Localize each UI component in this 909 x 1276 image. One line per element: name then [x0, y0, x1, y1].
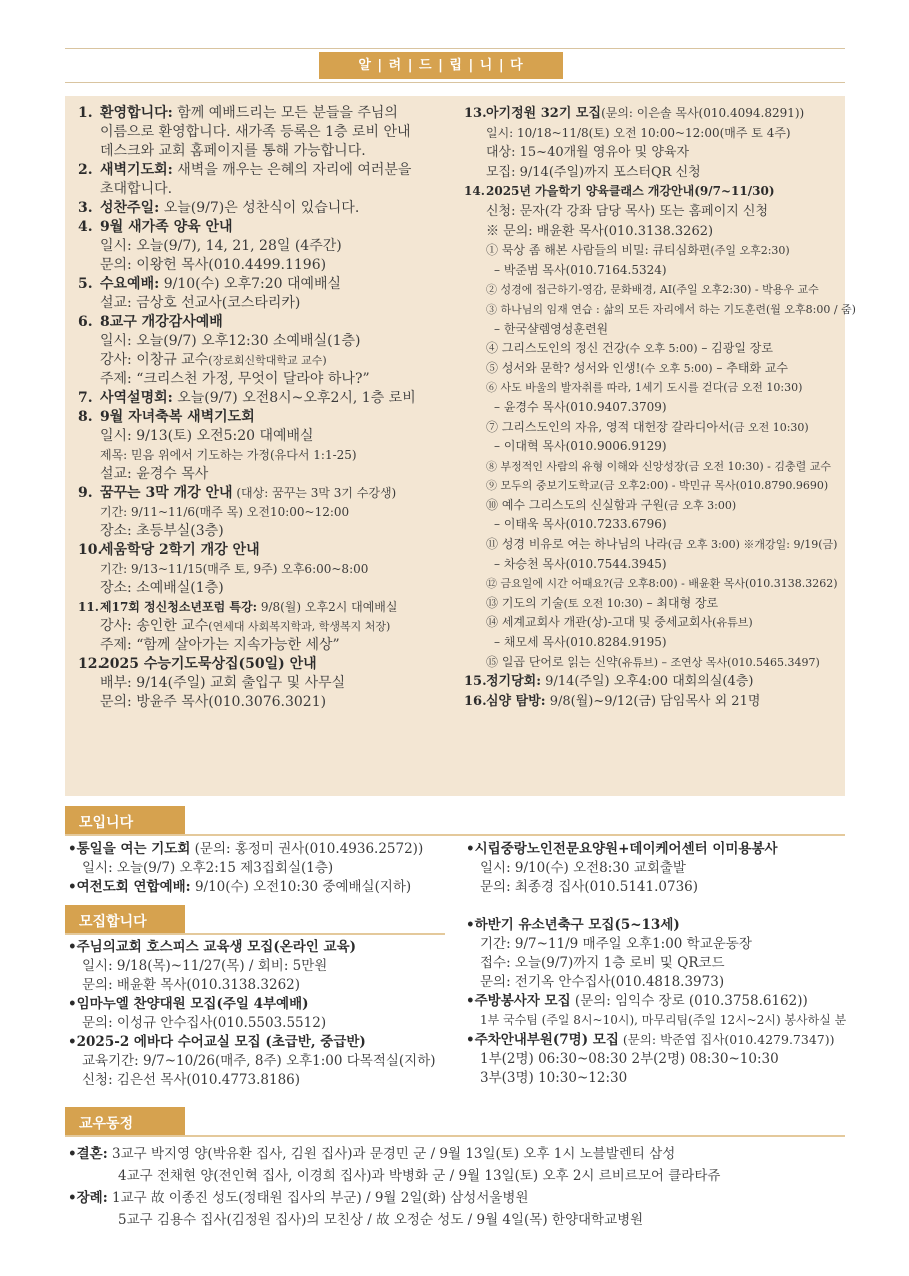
course-2: ② 성경에 접근하기-영감, 문화배경, AI(주일 오후2:30) - 박용우 교수	[486, 283, 819, 297]
course-13: ⑬ 기도의 기술(토 오전 10:30) – 최대형 장로	[486, 595, 719, 610]
top-rule	[65, 48, 845, 49]
text-line: 기간: 9/11~11/6(매주 목) 오전10:00~12:00	[100, 505, 350, 519]
text-line: 문의: 배윤환 목사(010.3138.3262)	[82, 977, 301, 993]
text-line: 일시: 10/18~11/8(토) 오전 10:00~12:00(매주 토 4주)	[486, 125, 791, 140]
text-line: 주제: “함께 살아가는 지속가능한 세상”	[100, 637, 340, 653]
text-line: •주님의교회 호스피스 교육생 모집(온라인 교육)	[68, 939, 356, 955]
text-line: 교육기간: 9/7~10/26(매주, 8주) 오후1:00 다목적실(지하)	[82, 1053, 436, 1069]
text-line: 주제: “크리스천 가정, 무엇이 달라야 하나?”	[100, 371, 370, 387]
text-line: •임마누엘 찬양대원 모집(주일 4부예배)	[68, 996, 309, 1012]
course-4: ④ 그리스도인의 정신 건강(수 오후 5:00) – 김광일 장로	[486, 341, 773, 356]
item-16: 16.심양 탐방: 9/8(월)~9/12(금) 담임목사 외 21명	[464, 693, 761, 709]
item-12: 12.2025 수능기도묵상집(50일) 안내	[78, 656, 317, 672]
text-line: 문의: 전기옥 안수집사(010.4818.3973)	[480, 974, 725, 990]
text-line: •결혼: 3교구 박지영 양(박유환 집사, 김원 집사)과 문경민 군 / 9월 13일(토) 오후 1시 노블발렌티 삼성	[68, 1146, 676, 1162]
course-9: ⑨ 모두의 중보기도학교(금 오후2:00) - 박민규 목사(010.8790.9690)	[486, 479, 829, 493]
gather-section-header	[65, 806, 845, 836]
item-8: 8. 9월 자녀축복 새벽기도회	[78, 409, 255, 425]
text-line: •2025-2 에바다 수어교실 모집 (초급반, 중급반)	[68, 1034, 366, 1050]
text-line: •여전도회 연합예배: 9/10(수) 오전10:30 중예배실(지하)	[68, 879, 412, 895]
text-line: – 윤경수 목사(010.9407.3709)	[494, 399, 667, 414]
text-line: 일시: 9/18(목)~11/27(목) / 회비: 5만원	[82, 958, 328, 974]
text-line: ※ 문의: 배윤환 목사(010.3138.3262)	[486, 223, 714, 239]
text-line: 설교: 금상호 선교사(코스타리카)	[100, 295, 301, 311]
item-13: 13.아기정원 32기 모집(문의: 이은솔 목사(010.4094.8291))	[464, 106, 805, 121]
text-line: 제목: 믿음 위에서 기도하는 가정(유다서 1:1-25)	[100, 448, 357, 462]
text-line: •주차안내부원(7명) 모집 (문의: 박준엽 집사(010.4279.7347))	[466, 1032, 835, 1048]
course-11: ⑪ 성경 비유로 여는 하나님의 나라(금 오후 3:00) ※개강일: 9/19(금)	[486, 537, 838, 552]
course-15: ⑮ 일곱 단어로 읽는 신약(유튜브) – 조연상 목사(010.5465.3497)	[486, 654, 820, 669]
text-line: 이름으로 환영합니다. 새가족 등록은 1층 로비 안내	[100, 124, 411, 140]
item-14: 14.2025년 가을학기 양육클래스 개강안내(9/7~11/30)	[464, 184, 775, 199]
item-5: 5. 수요예배: 9/10(수) 오후7:20 대예배실	[78, 276, 342, 292]
text-line: 접수: 오늘(9/7)까지 1층 로비 및 QR코드	[480, 955, 725, 971]
text-line: – 한국샬렘영성훈련원	[494, 321, 609, 336]
text-line: 배부: 9/14(주일) 교회 출입구 및 사무실	[100, 675, 346, 691]
course-12: ⑫ 금요일에 시간 어때요?(금 오후8:00) - 배윤환 목사(010.3138.3262)	[486, 577, 838, 591]
item-10: 10.세움학당 2학기 개강 안내	[78, 542, 260, 558]
item-9: 9. 꿈꾸는 3막 개강 안내 (대상: 꿈꾸는 3막 3기 수강생)	[78, 485, 397, 501]
text-line: 기간: 9/13~11/15(매주 토, 9주) 오후6:00~8:00	[100, 562, 369, 576]
course-5: ⑤ 성서와 문학? 성서와 인생!(수 오후 5:00) – 추태화 교수	[486, 360, 788, 375]
text-line: 일시: 오늘(9/7) 오후2:15 제3집회실(1층)	[82, 860, 334, 876]
text-line: 장소: 초등부실(3층)	[100, 523, 224, 539]
course-14: ⑭ 세계교회사 개관(상)-고대 및 중세교회사(유튜브)	[486, 615, 753, 630]
right-column	[464, 104, 856, 711]
item-6: 6. 8교구 개강감사예배	[78, 314, 223, 330]
text-line: 신청: 문자(각 강좌 담당 목사) 또는 홈페이지 신청	[486, 203, 769, 219]
recruit-left	[68, 938, 436, 1090]
gather-title: 모입니다	[79, 815, 134, 831]
text-line: 강사: 이창규 교수(장로회신학대학교 교수)	[100, 352, 327, 368]
text-line: 설교: 윤경수 목사	[100, 466, 209, 482]
staff-section-header	[65, 1107, 845, 1137]
text-line: 1부(2명) 06:30~08:30 2부(2명) 08:30~10:30	[480, 1051, 779, 1067]
text-line: •장례: 1교구 故 이종진 성도(정태원 집사의 부군) / 9월 2일(화) 삼성서울병원	[68, 1190, 529, 1206]
text-line: 신청: 김은선 목사(010.4773.8186)	[82, 1072, 301, 1088]
item-2: 2. 새벽기도회: 새벽을 깨우는 은혜의 자리에 여러분을	[78, 162, 412, 178]
text-line: – 채모세 목사(010.8284.9195)	[494, 635, 667, 650]
item-15: 15.정기당회: 9/14(주일) 오후4:00 대회의실(4층)	[464, 674, 754, 690]
item-11: 11.제17회 정신청소년포럼 특강: 9/8(월) 오후2시 대예배실	[78, 600, 398, 614]
item-7: 7. 사역설명회: 오늘(9/7) 오전8시~오후2시, 1층 로비	[78, 390, 416, 406]
text-line: 대상: 15~40개월 영유아 및 양육자	[486, 145, 690, 161]
recruit-title: 모집합니다	[79, 914, 147, 930]
course-8: ⑧ 부정적인 사람의 유형 이해와 신앙성장(금 오전 10:30) - 김충렬 교수	[486, 459, 831, 473]
text-line: 문의: 이왕헌 목사(010.4499.1196)	[100, 257, 327, 273]
gather-right	[466, 840, 778, 897]
announcement-banner: 알 | 려 | 드 | 립 | 니 | 다	[319, 52, 563, 79]
text-line: 4교구 전채현 양(전인혁 집사, 이경희 집사)과 박병화 군 / 9월 13일(토) 오후 2시 르비르모어 클라타쥬	[118, 1168, 721, 1184]
text-line: – 이대혁 목사(010.9006.9129)	[494, 439, 667, 454]
text-line: 장소: 소예배실(1층)	[100, 580, 224, 596]
course-3: ③ 하나님의 임재 연습 : 삶의 모든 자리에서 하는 기도훈련(월 오후8:00 / 줌)	[486, 302, 856, 316]
text-line: •하반기 유소년축구 모집(5~13세)	[466, 917, 680, 933]
text-line: 모집: 9/14(주일)까지 포스터QR 신청	[486, 164, 701, 180]
recruit-right	[466, 916, 846, 1088]
text-line: 일시: 9/10(수) 오전8:30 교회출발	[480, 860, 686, 876]
item-4: 4. 9월 새가족 양육 안내	[78, 219, 233, 235]
text-line: 데스크와 교회 홈페이지를 통해 가능합니다.	[100, 143, 366, 159]
text-line: 문의: 방윤주 목사(010.3076.3021)	[100, 694, 327, 710]
text-line: 초대합니다.	[100, 181, 173, 197]
course-10: ⑩ 예수 그리스도의 신실함과 구원(금 오후 3:00)	[486, 497, 737, 512]
text-line: 3부(3명) 10:30~12:30	[480, 1070, 628, 1086]
text-line: – 이태욱 목사(010.7233.6796)	[494, 517, 667, 532]
staff-news	[68, 1143, 720, 1231]
text-line: 일시: 9/13(토) 오전5:20 대예배실	[100, 428, 314, 444]
text-line: •주방봉사자 모집 (문의: 임익수 장로 (010.3758.6162))	[466, 993, 808, 1009]
text-line: 강사: 송인한 교수(연세대 사회복지학과, 학생복지 처장)	[100, 618, 391, 634]
course-6: ⑥ 사도 바울의 발자취를 따라, 1세기 도시를 걷다(금 오전 10:30)	[486, 381, 803, 395]
left-column	[78, 104, 458, 712]
text-line: 일시: 오늘(9/7) 오후12:30 소예배실(1층)	[100, 333, 361, 349]
item-1: 1. 환영합니다: 함께 예배드리는 모든 분들을 주님의	[78, 105, 398, 121]
text-line: 문의: 이성규 안수집사(010.5503.5512)	[82, 1015, 327, 1031]
text-line: 5교구 김용수 집사(김정원 집사)의 모친상 / 故 오정순 성도 / 9월 4일(목) 한양대학교병원	[118, 1212, 644, 1228]
text-line: – 박준범 목사(010.7164.5324)	[494, 262, 667, 277]
course-7: ⑦ 그리스도인의 자유, 영적 대헌장 갈라디아서(금 오전 10:30)	[486, 419, 809, 434]
gather-left	[68, 840, 423, 897]
item-3: 3. 성찬주일: 오늘(9/7)은 성찬식이 있습니다.	[78, 200, 360, 216]
text-line: 기간: 9/7~11/9 매주일 오후1:00 학교운동장	[480, 936, 752, 952]
top-rule-2	[65, 82, 845, 83]
text-line: •시립중랑노인전문요양원+데이케어센터 이미용봉사	[466, 841, 778, 857]
staff-title: 교우동정	[79, 1116, 134, 1132]
text-line: 문의: 최종경 집사(010.5141.0736)	[480, 879, 699, 895]
course-1: ① 묵상 좀 해본 사람들의 비밀: 큐티심화편(주일 오후2:30)	[486, 243, 790, 258]
text-line: – 차승천 목사(010.7544.3945)	[494, 556, 667, 571]
text-line: 일시: 오늘(9/7), 14, 21, 28일 (4주간)	[100, 238, 342, 254]
text-line: 1부 국수팀 (주일 8시~10시), 마무리팀(주일 12시~2시) 봉사하실 분	[480, 1013, 847, 1027]
text-line: •통일을 여는 기도회 (문의: 홍정미 권사(010.4936.2572))	[68, 841, 424, 857]
